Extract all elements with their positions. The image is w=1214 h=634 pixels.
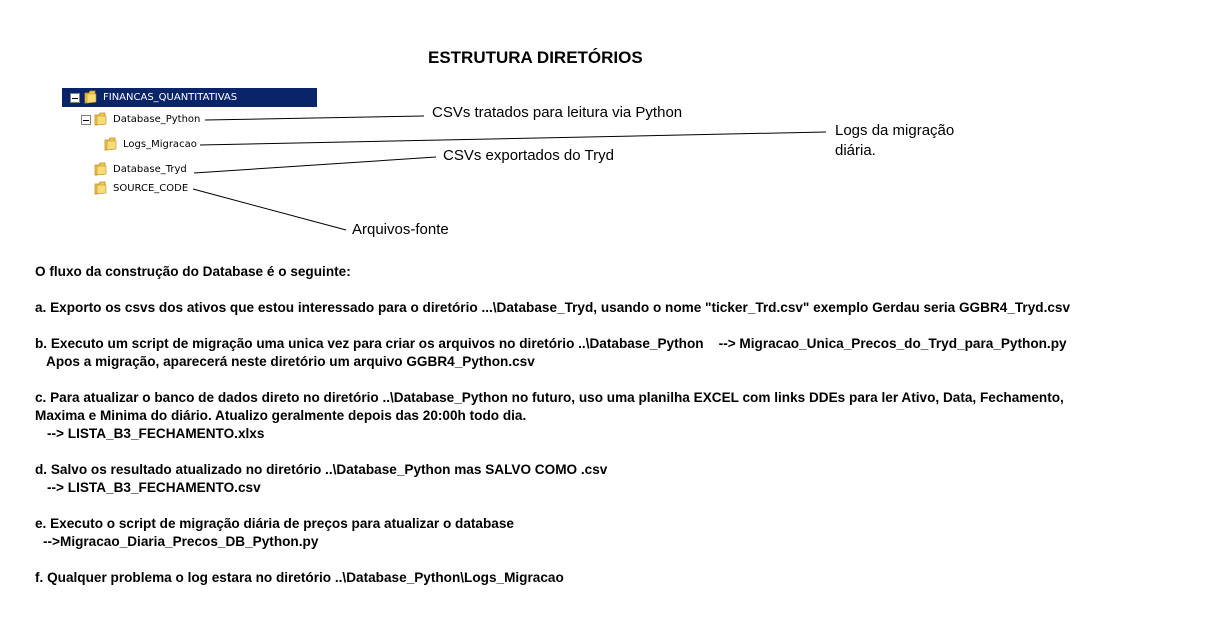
tree-item-logs-migracao[interactable]: Logs_Migracao [123, 139, 197, 150]
connector-python [205, 116, 424, 120]
tree-root-label[interactable]: FINANCAS_QUANTITATIVAS [103, 92, 238, 103]
step-e-line1: e. Executo o script de migração diária de preços para atualizar o database [35, 516, 514, 531]
step-d-line1: d. Salvo os resultado atualizado no diretório ..\Database_Python mas SALVO COMO .csv [35, 462, 608, 477]
annotation-python: CSVs tratados para leitura via Python [432, 104, 683, 121]
step-e-line2: -->Migracao_Diaria_Precos_DB_Python.py [43, 534, 319, 549]
step-a: a. Exporto os csvs dos ativos que estou interessado para o diretório ...\Database_Tryd, usando o nome "ticker_Trd.csv" exemplo Gerdau seria GGBR4_Tryd.csv [35, 300, 1071, 315]
tree-item-database-tryd[interactable]: Database_Tryd [113, 164, 187, 175]
connector-tryd [194, 157, 436, 173]
flow-intro: O fluxo da construção do Database é o seguinte: [35, 264, 351, 279]
connector-logs [200, 132, 826, 145]
step-f: f. Qualquer problema o log estara no diretório ..\Database_Python\Logs_Migracao [35, 570, 564, 585]
step-b-line1: b. Executo um script de migração uma unica vez para criar os arquivos no diretório ..\Database_Python --> Migracao_Unica_Precos_do_Tryd_para_Python.py [35, 336, 1067, 351]
step-d-line2: --> LISTA_B3_FECHAMENTO.csv [47, 480, 261, 495]
step-c-line1: c. Para atualizar o banco de dados direto no diretório ..\Database_Python no futuro, uso uma planilha EXCEL com links DDEs para ler Ativo, Data, Fechamento, [35, 390, 1064, 405]
step-c-line2: Maxima e Minima do diário. Atualizo geralmente depois das 20:00h todo dia. [35, 408, 527, 423]
step-b-line2: Apos a migração, aparecerá neste diretório um arquivo GGBR4_Python.csv [46, 354, 535, 369]
connector-source [193, 189, 346, 230]
annotation-logs-line2: diária. [835, 142, 876, 159]
tree-item-source-code[interactable]: SOURCE_CODE [113, 183, 189, 194]
annotation-tryd: CSVs exportados do Tryd [443, 147, 614, 164]
step-c-line3: --> LISTA_B3_FECHAMENTO.xlxs [47, 426, 265, 441]
annotation-logs-line1: Logs da migração [835, 122, 955, 139]
annotation-source: Arquivos-fonte [352, 221, 449, 238]
page-title: ESTRUTURA DIRETÓRIOS [428, 48, 643, 67]
tree-item-database-python[interactable]: Database_Python [113, 114, 201, 125]
